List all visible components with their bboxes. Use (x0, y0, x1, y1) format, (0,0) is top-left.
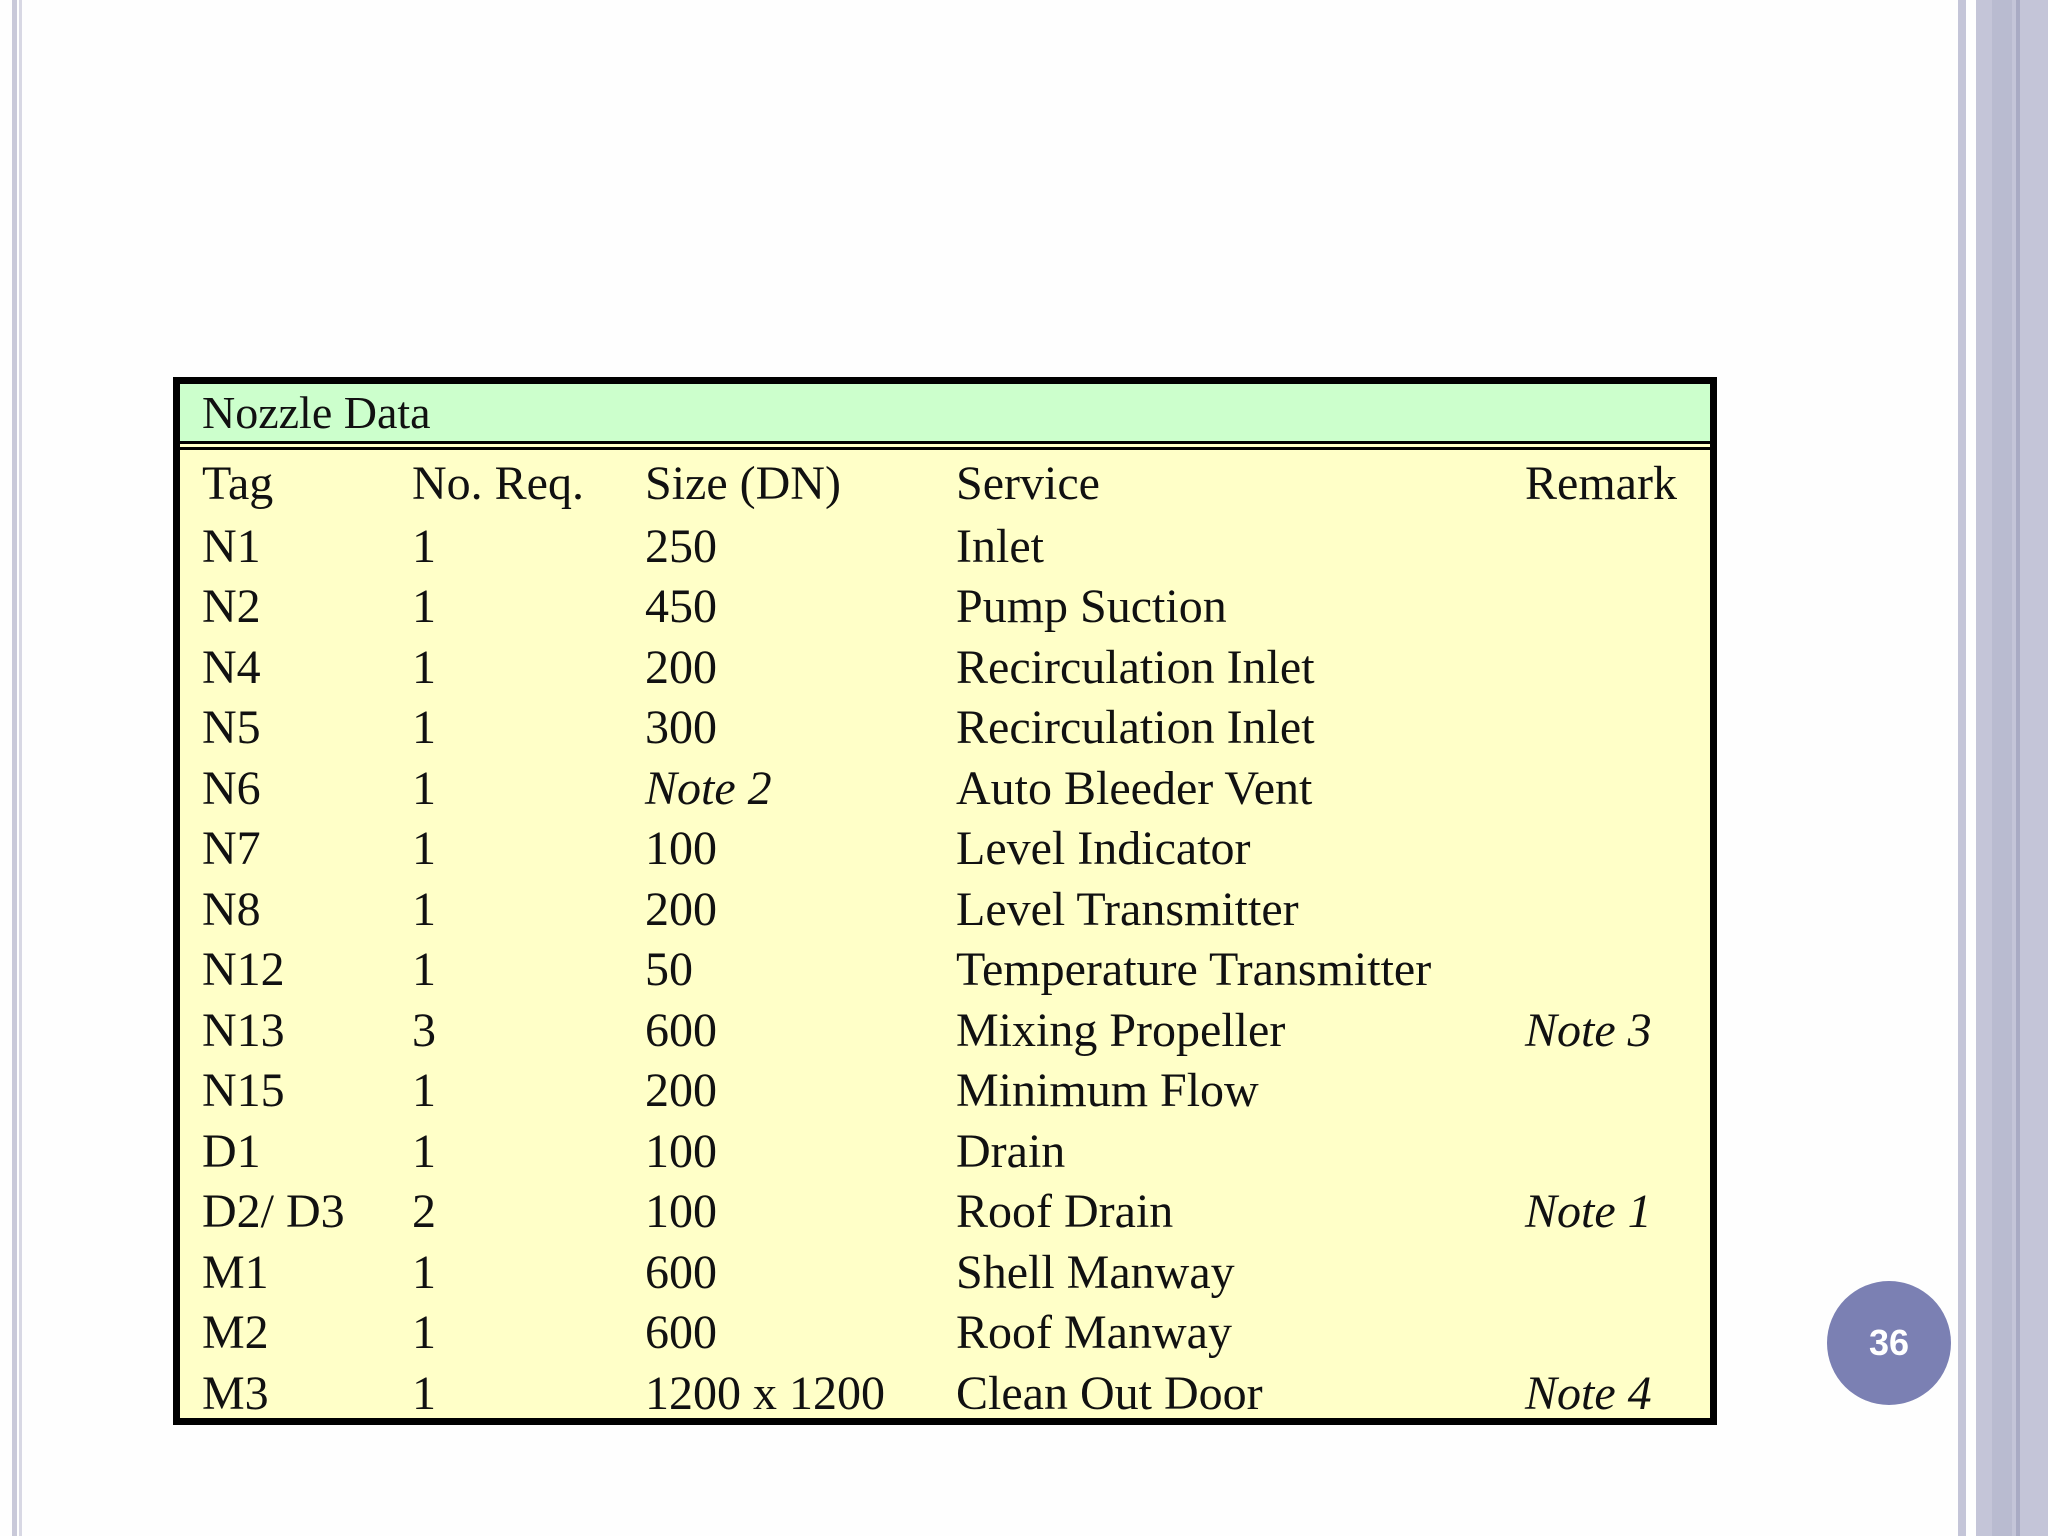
cell-size: 100 (645, 822, 717, 876)
cell-no-req: 1 (412, 822, 436, 876)
slide-left-border (12, 0, 17, 1536)
cell-service: Inlet (956, 519, 1044, 573)
cell-no-req: 1 (412, 701, 436, 755)
slide-right-rail-thin (1958, 0, 1966, 1536)
cell-service: Level Transmitter (956, 882, 1299, 936)
cell-tag: D2/ D3 (202, 1185, 345, 1239)
table-row (180, 1182, 1710, 1243)
cell-tag: N8 (202, 882, 261, 936)
cell-no-req: 1 (412, 1124, 436, 1178)
cell-no-req: 1 (412, 761, 436, 815)
slide-right-rail (1976, 0, 2048, 1536)
cell-tag: N15 (202, 1064, 285, 1118)
column-header-size: Size (DN) (645, 456, 841, 510)
cell-size: 600 (645, 1245, 717, 1299)
cell-no-req: 1 (412, 1366, 436, 1420)
table-row (180, 1061, 1710, 1122)
cell-tag: M1 (202, 1245, 269, 1299)
cell-service: Auto Bleeder Vent (956, 761, 1313, 815)
cell-service: Minimum Flow (956, 1064, 1259, 1118)
table-row (180, 1363, 1710, 1424)
table-row (180, 940, 1710, 1001)
cell-no-req: 1 (412, 580, 436, 634)
table-row (180, 577, 1710, 638)
cell-service: Recirculation Inlet (956, 640, 1315, 694)
cell-tag: N13 (202, 1003, 285, 1057)
table-body (180, 450, 1710, 1424)
nozzle-data-table (173, 377, 1717, 1425)
column-header-no-req: No. Req. (412, 456, 584, 510)
cell-no-req: 2 (412, 1185, 436, 1239)
cell-remark: Note 4 (1525, 1366, 1652, 1420)
table-row (180, 1000, 1710, 1061)
cell-tag: N7 (202, 822, 261, 876)
cell-service: Shell Manway (956, 1245, 1235, 1299)
cell-service: Roof Drain (956, 1185, 1174, 1239)
column-header-tag: Tag (202, 456, 274, 510)
table-column-headers (180, 450, 1710, 516)
cell-tag: M2 (202, 1306, 269, 1360)
table-row (180, 819, 1710, 880)
cell-tag: N4 (202, 640, 261, 694)
cell-service: Clean Out Door (956, 1366, 1263, 1420)
cell-size: 250 (645, 519, 717, 573)
cell-no-req: 1 (412, 519, 436, 573)
cell-size: 1200 x 1200 (645, 1366, 885, 1420)
cell-size: 200 (645, 640, 717, 694)
cell-size: 200 (645, 1064, 717, 1118)
cell-no-req: 3 (412, 1003, 436, 1057)
table-row (180, 637, 1710, 698)
cell-tag: N12 (202, 943, 285, 997)
cell-tag: M3 (202, 1366, 269, 1420)
cell-size: 600 (645, 1003, 717, 1057)
table-row (180, 1121, 1710, 1182)
cell-no-req: 1 (412, 943, 436, 997)
cell-service: Level Indicator (956, 822, 1251, 876)
cell-tag: N6 (202, 761, 261, 815)
cell-no-req: 1 (412, 1245, 436, 1299)
cell-no-req: 1 (412, 1306, 436, 1360)
cell-size: 100 (645, 1185, 717, 1239)
cell-remark: Note 3 (1525, 1003, 1652, 1057)
cell-service: Recirculation Inlet (956, 701, 1315, 755)
cell-tag: D1 (202, 1124, 261, 1178)
cell-remark: Note 1 (1525, 1185, 1652, 1239)
cell-tag: N2 (202, 580, 261, 634)
cell-size: 50 (645, 943, 693, 997)
cell-no-req: 1 (412, 1064, 436, 1118)
table-row (180, 758, 1710, 819)
table-row (180, 516, 1710, 577)
cell-tag: N1 (202, 519, 261, 573)
cell-no-req: 1 (412, 640, 436, 694)
table-title: Nozzle Data (202, 387, 431, 438)
table-row (180, 1303, 1710, 1364)
cell-service: Pump Suction (956, 580, 1227, 634)
table-row (180, 1242, 1710, 1303)
cell-no-req: 1 (412, 882, 436, 936)
cell-service: Drain (956, 1124, 1066, 1178)
column-header-remark: Remark (1525, 456, 1677, 510)
cell-size: 600 (645, 1306, 717, 1360)
cell-service: Mixing Propeller (956, 1003, 1286, 1057)
column-header-service: Service (956, 456, 1100, 510)
slide-left-border-inner (19, 0, 22, 1536)
page-number-badge (1827, 1281, 1951, 1405)
table-row (180, 879, 1710, 940)
cell-size: 200 (645, 882, 717, 936)
cell-service: Temperature Transmitter (956, 943, 1432, 997)
table-title-bar (180, 384, 1710, 444)
cell-size: 450 (645, 580, 717, 634)
cell-size: 100 (645, 1124, 717, 1178)
cell-tag: N5 (202, 701, 261, 755)
page-number: 36 (1868, 1322, 1910, 1363)
cell-service: Roof Manway (956, 1306, 1232, 1360)
table-row (180, 698, 1710, 759)
cell-size: 300 (645, 701, 717, 755)
cell-size: Note 2 (645, 761, 772, 815)
